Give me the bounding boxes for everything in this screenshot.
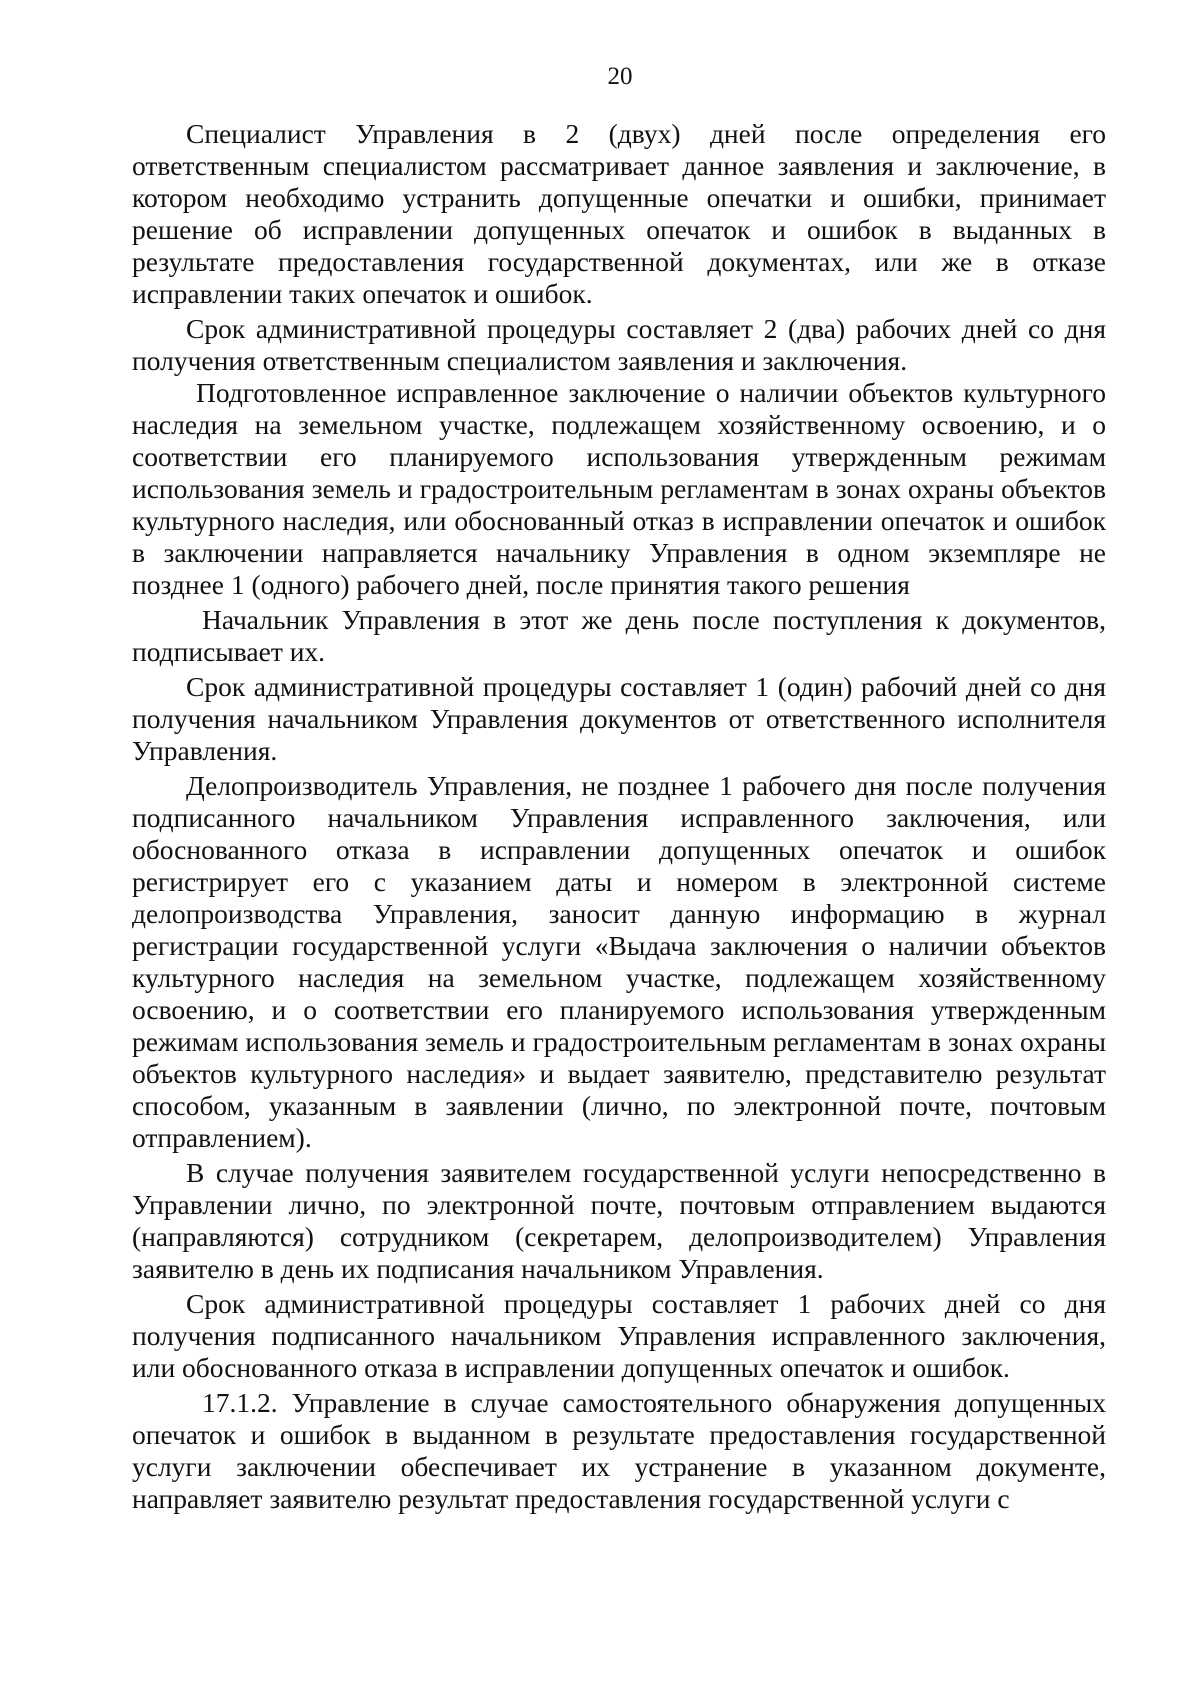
paragraph-specialist-review: Специалист Управления в 2 (двух) дней после определения его ответственным специалистом рассматривает данное заявления и заключение, в котором необходимо устранить допущенные опечатки и ошибки, принимает решение об исправлении допущенных опечаток и ошибок в выданных в результате предоставления государственной документах, или же в отказе исправлении таких опечаток и ошибок. [132,118,1106,309]
paragraph-issue-to-applicant: В случае получения заявителем государственной услуги непосредственно в Управлении лично, по электронной почте, почтовым отправлением выдаются (направляются) сотрудником (секретарем, делопроизводителем) Управления заявителю в день их подписания начальником Управления. [132,1157,1106,1284]
paragraph-clerk-registration: Делопроизводитель Управления, не позднее 1 рабочего дня после получения подписанного начальником Управления исправленного заключения, или обоснованного отказа в исправлении допущенных опечаток и ошибок регистрирует его с указанием даты и номером в электронной системе делопроизводства Управления, заносит данную информацию в журнал регистрации государственной услуги «Выдача заключения о наличии объектов культурного наследия на земельном участке, подлежащем хозяйственному освоению, и о соответствии его планируемого использования утвержденным режимам использования земель и градостроительным регламентам в зонах охраны объектов культурного наследия» и выдает заявителю, представителю результат способом, указанным в заявлении (лично, по электронной почте, почтовым отправлением). [132,770,1106,1153]
page-number: 20 [607,63,633,90]
paragraph-head-signs: Начальник Управления в этот же день после поступления к документов, подписывает их. [132,604,1106,667]
paragraph-procedure-term-2-days: Срок административной процедуры составляет 2 (два) рабочих дней со дня получения ответственным специалистом заявления и заключения. [132,313,1106,376]
paragraph-prepared-conclusion: Подготовленное исправленное заключение о наличии объектов культурного наследия на земельном участке, подлежащем хозяйственному освоению, и о соответствии его планируемого использования утвержденным режимам использования земель и градостроительным регламентам в зонах охраны объектов культурного наследия, или обоснованный отказ в исправлении опечаток и ошибок в заключении направляется начальнику Управления в одном экземпляре не позднее 1 (одного) рабочего дней, после принятия такого решения [132,377,1106,600]
paragraph-procedure-term-1-day: Срок административной процедуры составляет 1 (один) рабочий дней со дня получения начальником Управления документов от ответственного исполнителя Управления. [132,671,1106,766]
paragraph-procedure-term-1-working-day: Срок административной процедуры составляет 1 рабочих дней со дня получения подписанного начальником Управления исправленного заключения, или обоснованного отказа в исправлении допущенных опечаток и ошибок. [132,1288,1106,1383]
document-body [132,118,1106,1515]
paragraph-17-1-2: 17.1.2. Управление в случае самостоятельного обнаружения допущенных опечаток и ошибок в выданном в результате предоставления государственной услуги заключении обеспечивает их устранение в указанном документе, направляет заявителю результат предоставления государственной услуги с [132,1387,1106,1514]
